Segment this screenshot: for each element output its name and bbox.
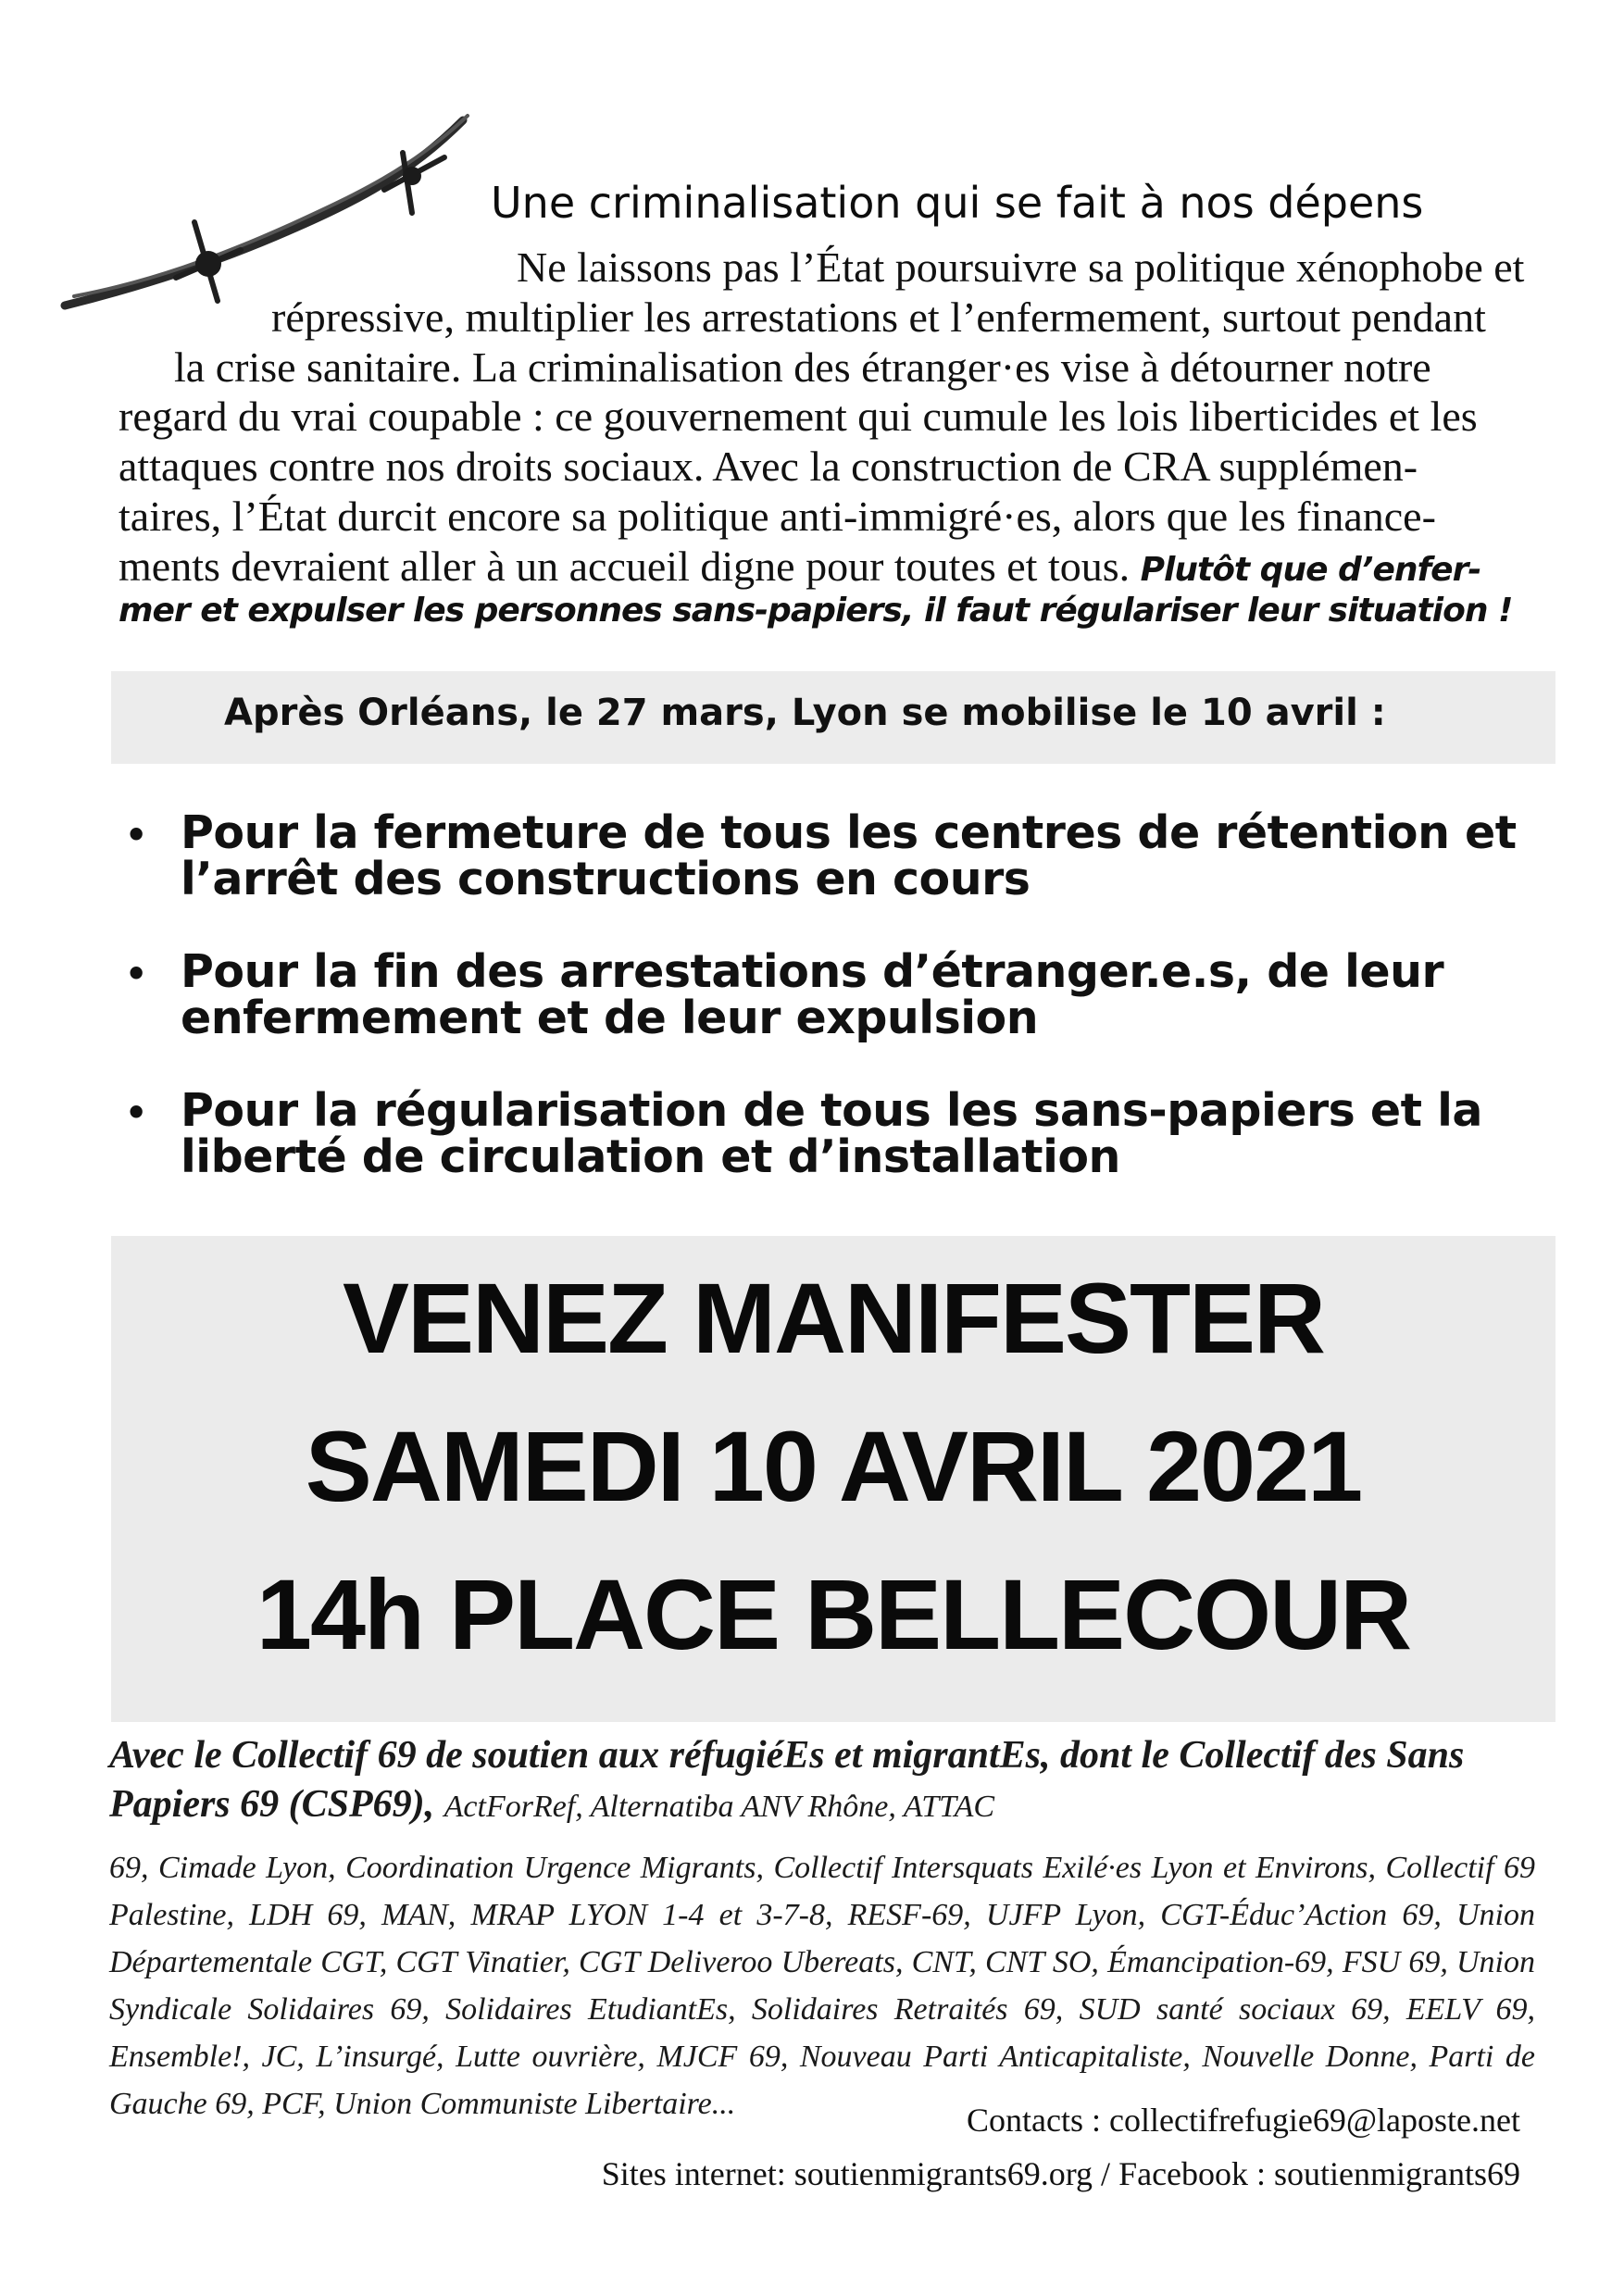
support-lead-text: Avec le Collectif 69 de soutien aux réfugiéEs et migrantEs, dont le Collectif des Sans Papiers 69 (CSP69), (109, 1734, 1465, 1826)
demand-text: Pour la régularisation de tous les sans-papiers et la liberté de circulation et d’installation (181, 1083, 1482, 1183)
intro-emphasis: mer et expulser les personnes sans-papiers, il faut régulariser leur situation ! (119, 591, 1513, 630)
contact-websites: Sites internet: soutienmigrants69.org / Facebook : soutienmigrants69 (601, 2155, 1520, 2192)
contact-email: Contacts : collectifrefugie69@laposte.net (967, 2102, 1520, 2139)
intro-line: la crise sanitaire. La criminalisation des étranger·es vise à détourner notre (174, 343, 1431, 391)
support-orgs-start: ActForRef, Alternatiba ANV Rhône, ATTAC (443, 1789, 995, 1824)
demand-item (116, 806, 1532, 905)
bullet-icon: • (125, 815, 147, 855)
intro-line: taires, l’État durcit encore sa politique anti-immigré·es, alors que les finance- (119, 493, 1436, 541)
demand-item (116, 944, 1532, 1044)
supporting-organisations: 69, Cimade Lyon, Coordination Urgence Migrants, Collectif Intersquats Exilé·es Lyon et Environs, Collectif 69 Palestine, LDH 69, MAN, MRAP LYON 1-4 et 3-7-8, RESF-69, UJFP Lyon, CGT-Éduc’Action 69, Union Départementale CGT, CGT Vinatier, CGT Deliveroo Ubereats, CNT, CNT SO, Émancipation-69, FSU 69, Union Syndicale Solidaires 69, Solidaires EtudiantEs, Solidaires Retraités 69, SUD santé sociaux 69, EELV 69, Ensemble!, JC, L’insurgé, Lutte ouvrière, MJCF 69, Nouveau Parti Anticapitaliste, Nouvelle Donne, Parti de Gauche 69, PCF, Union Communiste Libertaire... (109, 1851, 1535, 2121)
section-heading: Une criminalisation qui se fait à nos dépens (491, 178, 1424, 228)
call-line-date: SAMEDI 10 AVRIL 2021 (305, 1410, 1362, 1522)
intro-line: regard du vrai coupable : ce gouvernement qui cumule les lois liberticides et les (119, 393, 1478, 441)
bullet-icon: • (125, 953, 147, 994)
intro-line: attaques contre nos droits sociaux. Avec la construction de CRA supplémen- (119, 443, 1418, 491)
intro-paragraph (119, 243, 1526, 630)
intro-line: Ne laissons pas l’État poursuivre sa politique xénophobe et (517, 243, 1525, 291)
bullet-icon: • (125, 1092, 147, 1133)
intro-line: répressive, multiplier les arrestations et l’enfermement, surtout pendant (271, 293, 1486, 341)
demand-text: Pour la fin des arrestations d’étranger.e.s, de leur enfermement et de leur expulsion (181, 944, 1444, 1044)
demand-text: Pour la fermeture de tous les centres de rétention et l’arrêt des constructions en cours (181, 806, 1517, 905)
call-line-place: 14h PLACE BELLECOUR (256, 1558, 1411, 1670)
support-lead (109, 1731, 1535, 1828)
intro-line (119, 542, 1526, 592)
demand-item (116, 1083, 1532, 1183)
demands-list (116, 806, 1532, 1227)
mobilisation-text: Après Orléans, le 27 mars, Lyon se mobilise le 10 avril : (224, 692, 1386, 734)
intro-emphasis: Plutôt que d’enfer- (1140, 550, 1481, 589)
call-line-venez: VENEZ MANIFESTER (342, 1262, 1325, 1374)
intro-line-text: ments devraient aller à un accueil digne pour toutes et tous. (119, 542, 1131, 590)
